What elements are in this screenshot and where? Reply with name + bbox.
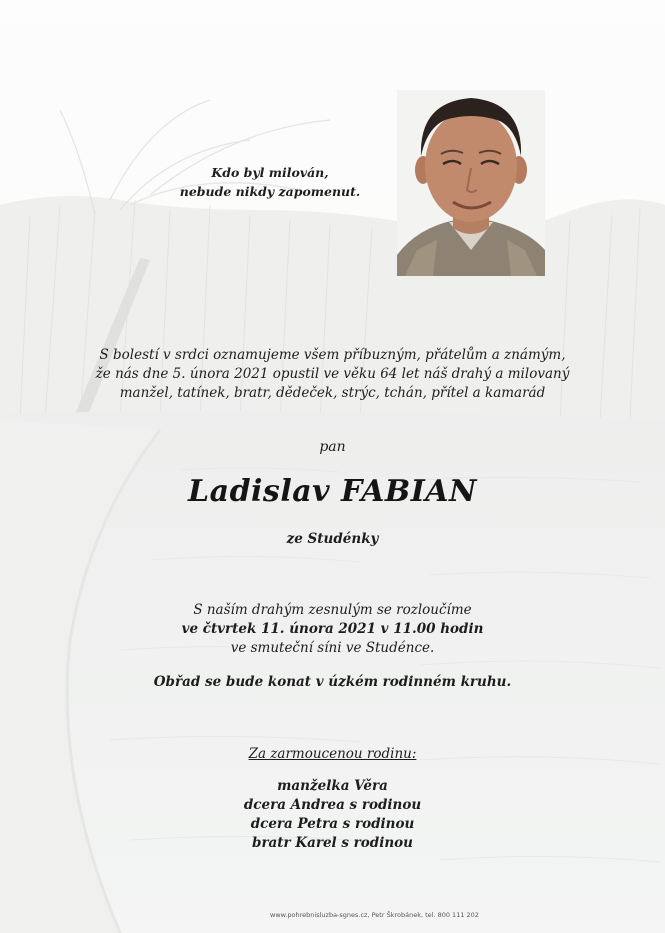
ceremony-note: Obřad se bude konat v úzkém rodinném kruhu. [153,674,512,690]
announcement-line: manžel, tatínek, bratr, dědeček, strýc, tchán, přítel a kamarád [119,385,546,401]
farewell-line: S naším drahým zesnulým se rozloučíme [193,602,472,618]
motto-line: nebude nikdy zapomenut. [179,184,361,199]
family-member: dcera Petra s rodinou [250,816,415,832]
motto-line: Kdo byl milován, [211,165,329,180]
announcement-line: že nás dne 5. února 2021 opustil ve věku 64 let náš drahý a milovaný [95,366,570,382]
origin: ze Studénky [286,531,379,547]
announcement-line: S bolestí v srdci oznamujeme všem příbuzným, přátelům a známým, [99,347,566,363]
family-member: bratr Karel s rodinou [252,835,413,851]
announcement-text [0,346,665,403]
deceased-name: Ladislav FABIAN [188,474,477,509]
farewell-text [0,601,665,658]
farewell-date: ve čtvrtek 11. února 2021 v 11.00 hodin [181,621,484,637]
family-heading: Za zarmoucenou rodinu: [248,746,417,762]
honorific: pan [319,439,346,455]
family-member: manželka Věra [277,778,388,794]
family-member: dcera Andrea s rodinou [243,797,422,813]
motto [150,163,390,201]
farewell-place: ve smuteční síni ve Studénce. [230,640,435,656]
footer-contact: www.pohrebnisluzba-sgnes.cz, Petr Škrobánek, tel. 800 111 202 [270,911,479,919]
family-list [0,777,665,853]
portrait-photo [397,90,545,276]
